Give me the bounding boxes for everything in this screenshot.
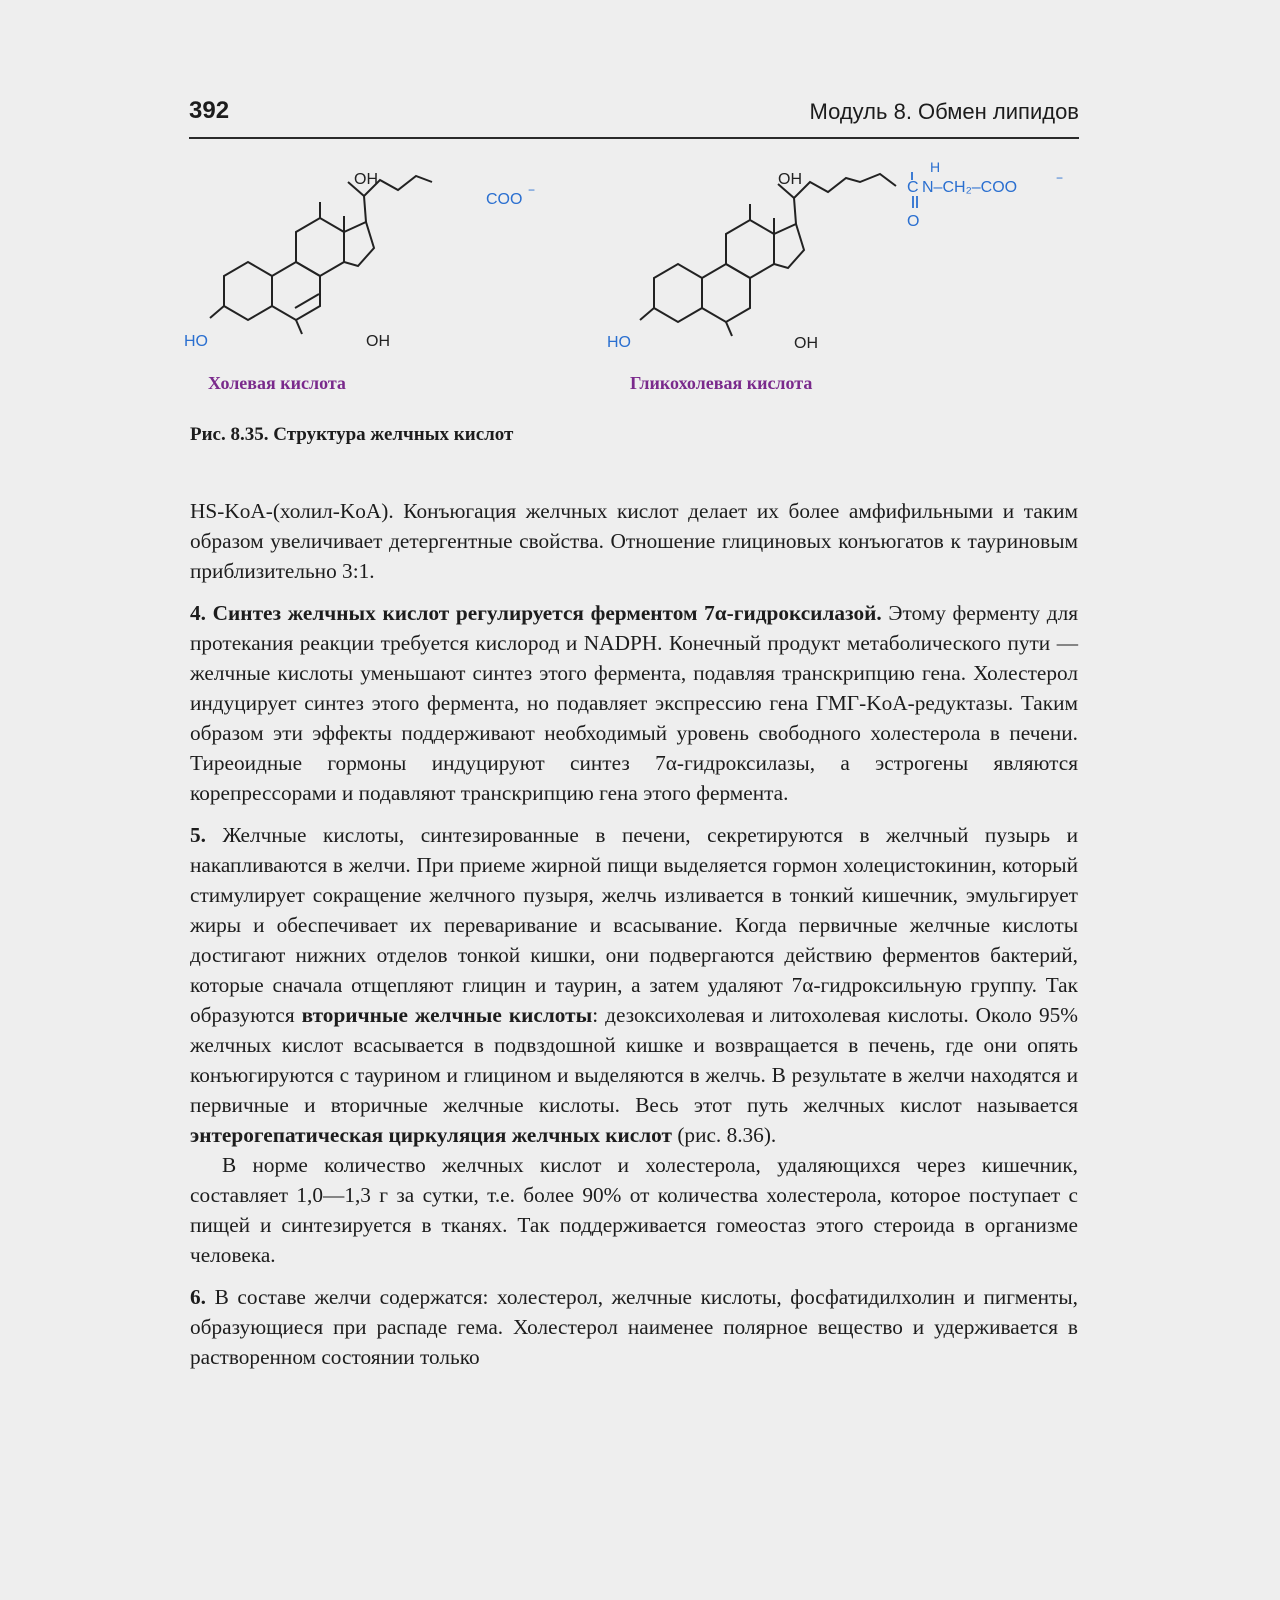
ring-c	[296, 218, 344, 276]
ring-c-2	[726, 220, 774, 278]
bold-phrase: энтерогепатическая циркуляция желчных кислот	[190, 1123, 672, 1147]
paragraph-text: Этому ферменту для протекания реакции требуется кислород и NADPH. Конечный продукт метаболического пути — желчные кислоты уменьшают синтез этого фермента, подавляя транскрипцию гена. Холестерол индуцирует синтез этого фермента, но подавляет экспрессию гена ГМГ-KoA-редуктазы. Таким образом эти эффекты поддерживают необходимый уровень свободного холестерола в печени. Тиреоидные гормоны индуцируют синтез 7α-гидроксилазы, а эстрогены являются корепрессорами и подавляют транскрипцию гена этого фермента.	[190, 601, 1079, 805]
cholic-ho-label: HO	[184, 333, 208, 350]
item-number: 4.	[190, 601, 206, 625]
page-number: 392	[189, 97, 230, 124]
item-number: 6.	[190, 1285, 206, 1309]
paragraph-text: В составе желчи содержатся: холестерол, желчные кислоты, фосфатидилхолин и пигменты, образующиеся при распаде гема. Холестерол наименее полярное вещество и удерживается в растворенном состоянии только	[190, 1285, 1078, 1369]
glyco-amide-chain-label: N–CH₂–COO	[922, 179, 1018, 196]
section-title: Модуль 8. Обмен липидов	[809, 99, 1079, 124]
paragraph-6	[190, 1282, 1078, 1372]
bold-phrase: Синтез желчных кислот регулируется ферментом 7α-гидроксилазой.	[212, 601, 882, 625]
cholic-carboxyl-label: COO	[486, 191, 523, 208]
ring-d	[344, 222, 374, 266]
paragraph-4	[190, 598, 1078, 808]
glyco-charge-label: −	[1056, 171, 1064, 185]
item-number: 5.	[190, 823, 206, 847]
cholic-acid-skeleton	[210, 176, 432, 334]
glyco-carbonyl-c-label: C	[907, 179, 919, 196]
paragraph-continuation: HS-KoA-(холил-KoA). Конъюгация желчных кислот делает их более амфифильными и таким образом увеличивает детергентные свойства. Отношение глициновых конъюгатов к тауриновым приблизительно 3:1.	[190, 499, 1078, 583]
glyco-ho-label: HO	[607, 334, 631, 351]
glyco-oh-bottom-label: OH	[794, 335, 818, 352]
cholic-oh-bottom-label: OH	[366, 333, 390, 350]
running-header	[189, 97, 1079, 139]
ring-a	[224, 262, 272, 320]
bold-phrase: вторичные желчные кислоты	[301, 1003, 593, 1027]
cholic-oh-top-label: OH	[354, 171, 378, 188]
glyco-nh-h-label: H	[930, 159, 941, 175]
paragraph-text: (рис. 8.36).	[672, 1123, 777, 1147]
paragraph-text: : дезоксихолевая и литохолевая кислоты. Около 95% желчных кислот всасывается в подвздошной кишке и возвращается в печень, где они опять конъюгируются с таурином и глицином и выделяются в желчь. В результате в желчи находятся и первичные и вторичные желчные кислоты. Весь этот путь желчных кислот называется	[190, 1003, 1079, 1117]
figure-bile-acids	[180, 150, 1080, 410]
paragraph-norm: В норме количество желчных кислот и холестерола, удаляющихся через кишечник, составляет 1,0—1,3 г за сутки, т.е. более 90% от количества холестерола, которое поступает с пищей и синтезируется в тканях. Так поддерживается гомеостаз этого стероида в организме человека.	[190, 1153, 1078, 1267]
body-text	[190, 496, 1078, 1372]
glyco-oh-top-label: OH	[778, 171, 802, 188]
structure-drawings	[180, 150, 1080, 410]
glycocholic-acid-name: Гликохолевая кислота	[630, 373, 813, 393]
paragraph-5	[190, 820, 1078, 1150]
cholic-charge-label: −	[528, 183, 536, 197]
figure-caption: Рис. 8.35. Структура желчных кислот	[190, 424, 514, 445]
ring-d-2	[774, 224, 804, 268]
paragraph-text: Желчные кислоты, синтезированные в печени, секретируются в желчный пузырь и накапливаются в желчи. При приеме жирной пищи выделяется гормон холецистокинин, который стимулирует сокращение желчного пузыря, желчь изливается в тонкий кишечник, эмульгирует жиры и обеспечивает их переваривание и всасывание. Когда первичные желчные кислоты достигают нижних отделов тонкой кишки, они подвергаются действию ферментов бактерий, которые сначала отщепляют глицин и таурин, а затем удаляют 7α-гидроксильную группу. Так образуются	[190, 823, 1078, 1027]
glyco-carbonyl-o-label: O	[907, 213, 920, 230]
ring-a-2	[654, 264, 702, 322]
cholic-acid-name: Холевая кислота	[208, 373, 346, 393]
glycocholic-acid-skeleton	[640, 174, 896, 336]
